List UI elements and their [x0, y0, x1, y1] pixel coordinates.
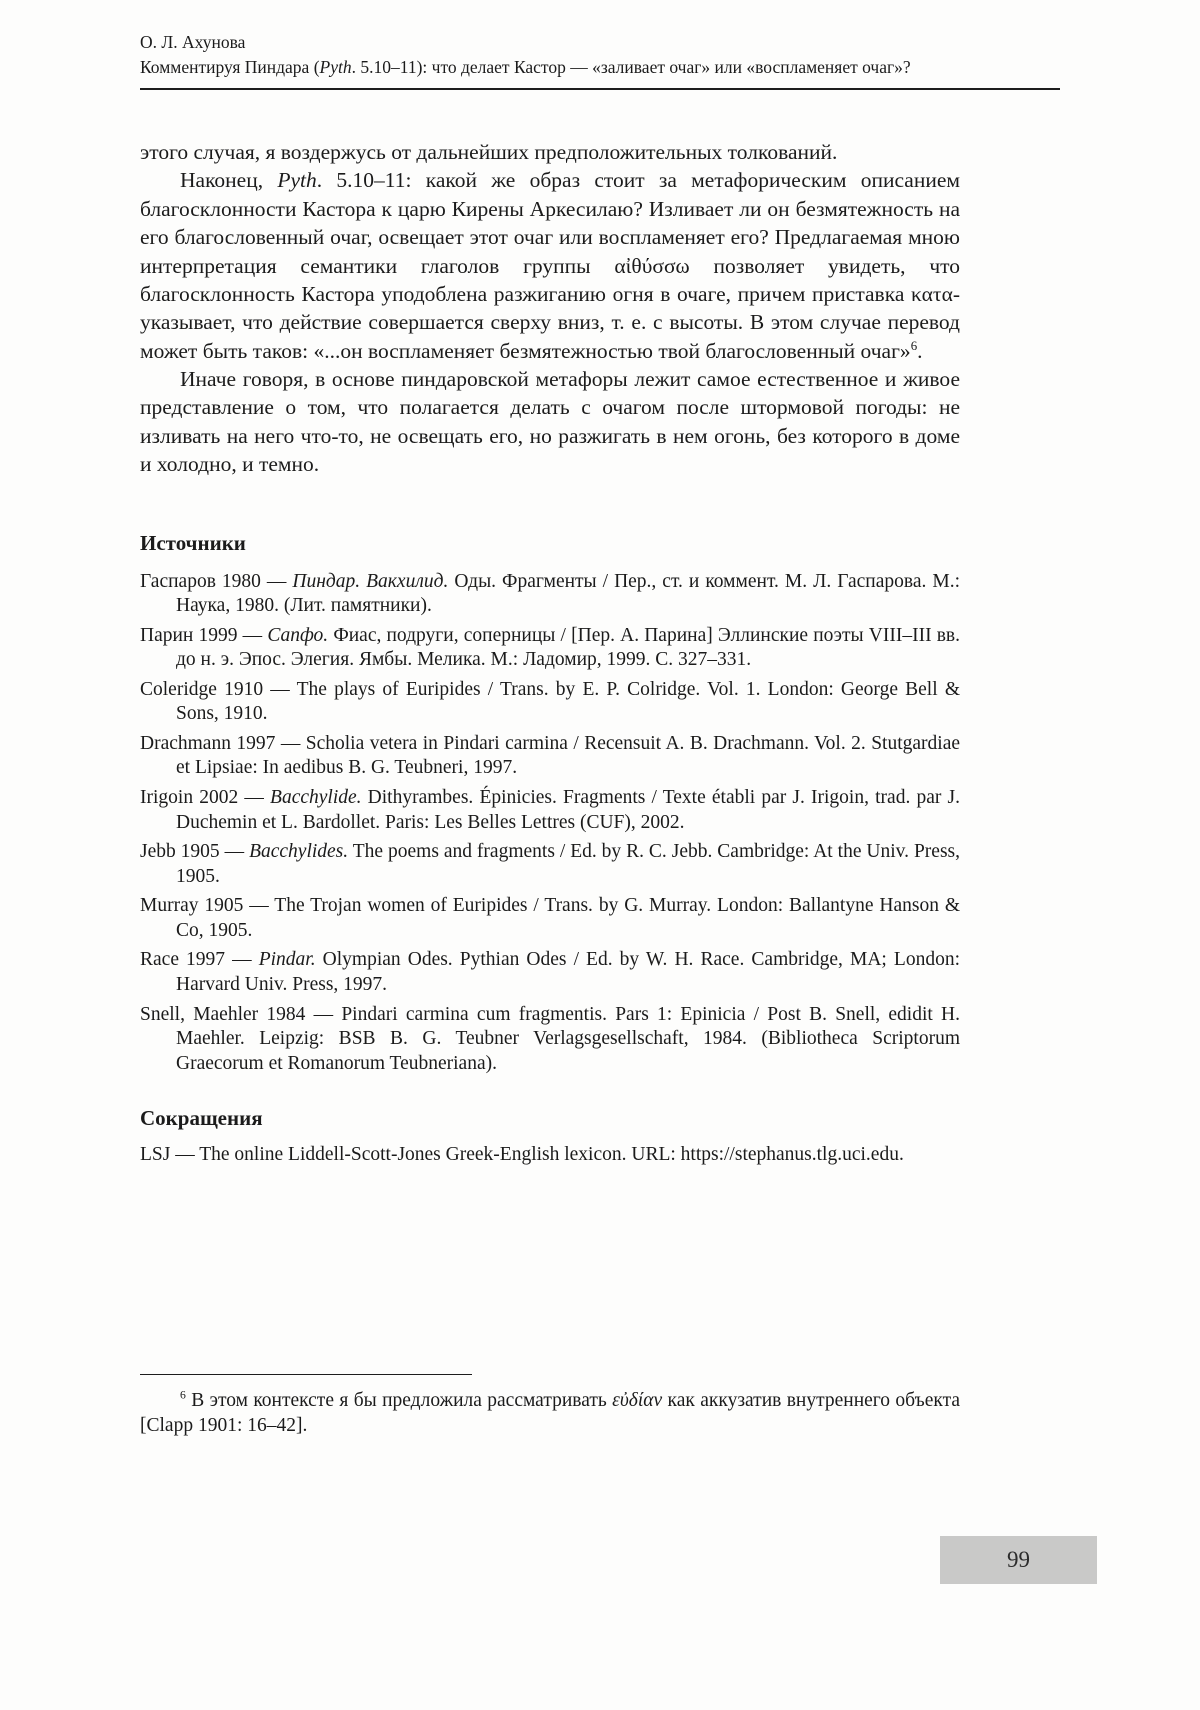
header-rule [140, 88, 1060, 90]
page-number-box [940, 1536, 1097, 1584]
text-run: Drachmann 1997 — Scholia vetera in Pindari carmina / Recensuit A. B. Drachmann. Vol. 2. Stutgardiae et Lipsiae: In aedibus B. G. Teubneri, 1997. [140, 732, 960, 779]
page-header [140, 30, 1060, 90]
bibliography-entry [140, 678, 960, 727]
bibliography-entry [140, 786, 960, 835]
footnote-ref: 6 [180, 1388, 186, 1402]
text-run: Jebb 1905 — [140, 841, 250, 863]
text-run: Иначе говоря, в основе пиндаровской метафоры лежит самое естественное и живое представление о том, что полагается делать с очагом после штормовой погоды: не изливать на него что-то, не освещать его, но разжигать в нем огонь, без которого в доме и холодно, и темно. [140, 367, 960, 477]
bibliography-entry [140, 732, 960, 781]
text-run: Гаспаров 1980 — [140, 570, 293, 592]
bibliography-entry [140, 894, 960, 943]
bibliography-entry [140, 948, 960, 997]
abbreviations-list [140, 1143, 960, 1168]
page-number: 99 [1007, 1547, 1030, 1572]
sources-heading: Источники [140, 530, 246, 555]
text-run: Наконец, [180, 168, 278, 193]
text-run: Race 1997 — [140, 949, 259, 971]
main-text-section [140, 138, 960, 479]
text-run: Оды. Фрагменты / Пер., ст. и коммент. М. Л. Гаспарова. М.: Наука, 1980. (Лит. памятники). [176, 570, 960, 617]
body-paragraph [140, 138, 960, 166]
article-content [140, 138, 960, 1173]
text-run: Olympian Odes. Pythian Odes / Ed. by W. H. Race. Cambridge, MA; London: Harvard Univ. Press, 1997. [176, 949, 960, 995]
abbreviations-heading: Сокращения [140, 1106, 263, 1131]
body-paragraph [140, 166, 960, 365]
footnote-ref: 6 [910, 338, 918, 353]
text-run: εὐδίαν [612, 1390, 663, 1411]
text-run: Pyth [319, 56, 352, 77]
text-run: Dithyrambes. Épinicies. Fragments / Texte établi par J. Irigoin, trad. par J. Duchemin et L. Bardollet. Paris: Les Belles Lettres (CUF), 2002. [176, 787, 960, 833]
text-run: . [917, 338, 923, 363]
text-run: Сапфо. [267, 624, 329, 646]
text-run: Coleridge 1910 — The plays of Euripides / Trans. by E. P. Colridge. Vol. 1. London: George Bell & Sons, 1910. [140, 678, 960, 725]
bibliography-entry [140, 840, 960, 889]
text-run: . 5.10–11): что делает Кастор — «заливает очаг» или «воспламеняет очаг»? [351, 56, 911, 77]
text-run: Пиндар. Вакхилид. [292, 570, 449, 592]
text-run: Pindar. [258, 949, 316, 971]
text-run: Парин 1999 — [140, 624, 268, 646]
text-run: этого случая, я воздержусь от дальнейших предположительных толкований. [140, 140, 838, 164]
header-title [140, 55, 1060, 80]
text-run: . 5.10–11: какой же образ стоит за метафорическим описанием благосклонности Кастора к царю Кирены Аркесилаю? Изливает ли он безмятежность на его благословенный очаг, освещает этот очаг или воспламеняет его? Предлагаемая мною интерпретация семантики глаголов группы αἰθύσσω позволяет увидеть, что благосклонность Кастора уподоблена разжиганию огня в очаге, причем приставка κατα- указывает, что действие совершается сверху вниз, т. е. с высоты. В этом случае перевод может быть таков: «...он воспламеняет безмятежностью твой благословенный очаг» [140, 168, 960, 363]
text-run: Snell, Maehler 1984 — Pindari carmina cum fragmentis. Pars 1: Epinicia / Post B. Snell, edidit H. Maehler. Leipzig: BSB B. G. Teubner Verlagsgesellschaft, 1984. (Bibliotheca Scriptorum Graecorum et Romanorum Teubneriana). [140, 1003, 960, 1074]
text-run: Pyth [277, 168, 317, 193]
text-run: Murray 1905 — The Trojan women of Euripides / Trans. by G. Murray. London: Ballantyne Hanson & Co, 1905. [140, 895, 960, 941]
text-run: Фиас, подруги, соперницы / [Пер. А. Парина] Эллинские поэты VIII–III вв. до н. э. Эпос. Элегия. Ямбы. Мелика. М.: Ладомир, 1999. С. 327–331. [176, 624, 961, 671]
text-run: LSJ — The online Liddell-Scott-Jones Greek-English lexicon. URL: https://stephanus.tlg.uci.edu. [140, 1144, 904, 1166]
text-run: как аккузатив внутреннего объекта [Clapp 1901: 16–42]. [140, 1390, 960, 1437]
sources-list [140, 570, 960, 1077]
text-run: В этом контексте я бы предложила рассматривать [185, 1390, 613, 1411]
bibliography-entry [140, 1003, 960, 1077]
footnote-text [140, 1388, 960, 1439]
text-run: Комментируя Пиндара ( [140, 56, 320, 77]
bibliography-entry [140, 624, 960, 673]
text-run: Bacchylide. [270, 787, 362, 808]
text-run: The poems and fragments / Ed. by R. C. Jebb. Cambridge: At the Univ. Press, 1905. [176, 841, 960, 887]
header-author: О. Л. Ахунова [140, 32, 246, 52]
text-run: Irigoin 2002 — [140, 787, 271, 808]
abbreviation-entry [140, 1143, 960, 1168]
bibliography-entry [140, 570, 960, 619]
text-run: Bacchylides. [249, 841, 349, 863]
footnote-separator [140, 1374, 472, 1375]
body-paragraph [140, 365, 960, 479]
